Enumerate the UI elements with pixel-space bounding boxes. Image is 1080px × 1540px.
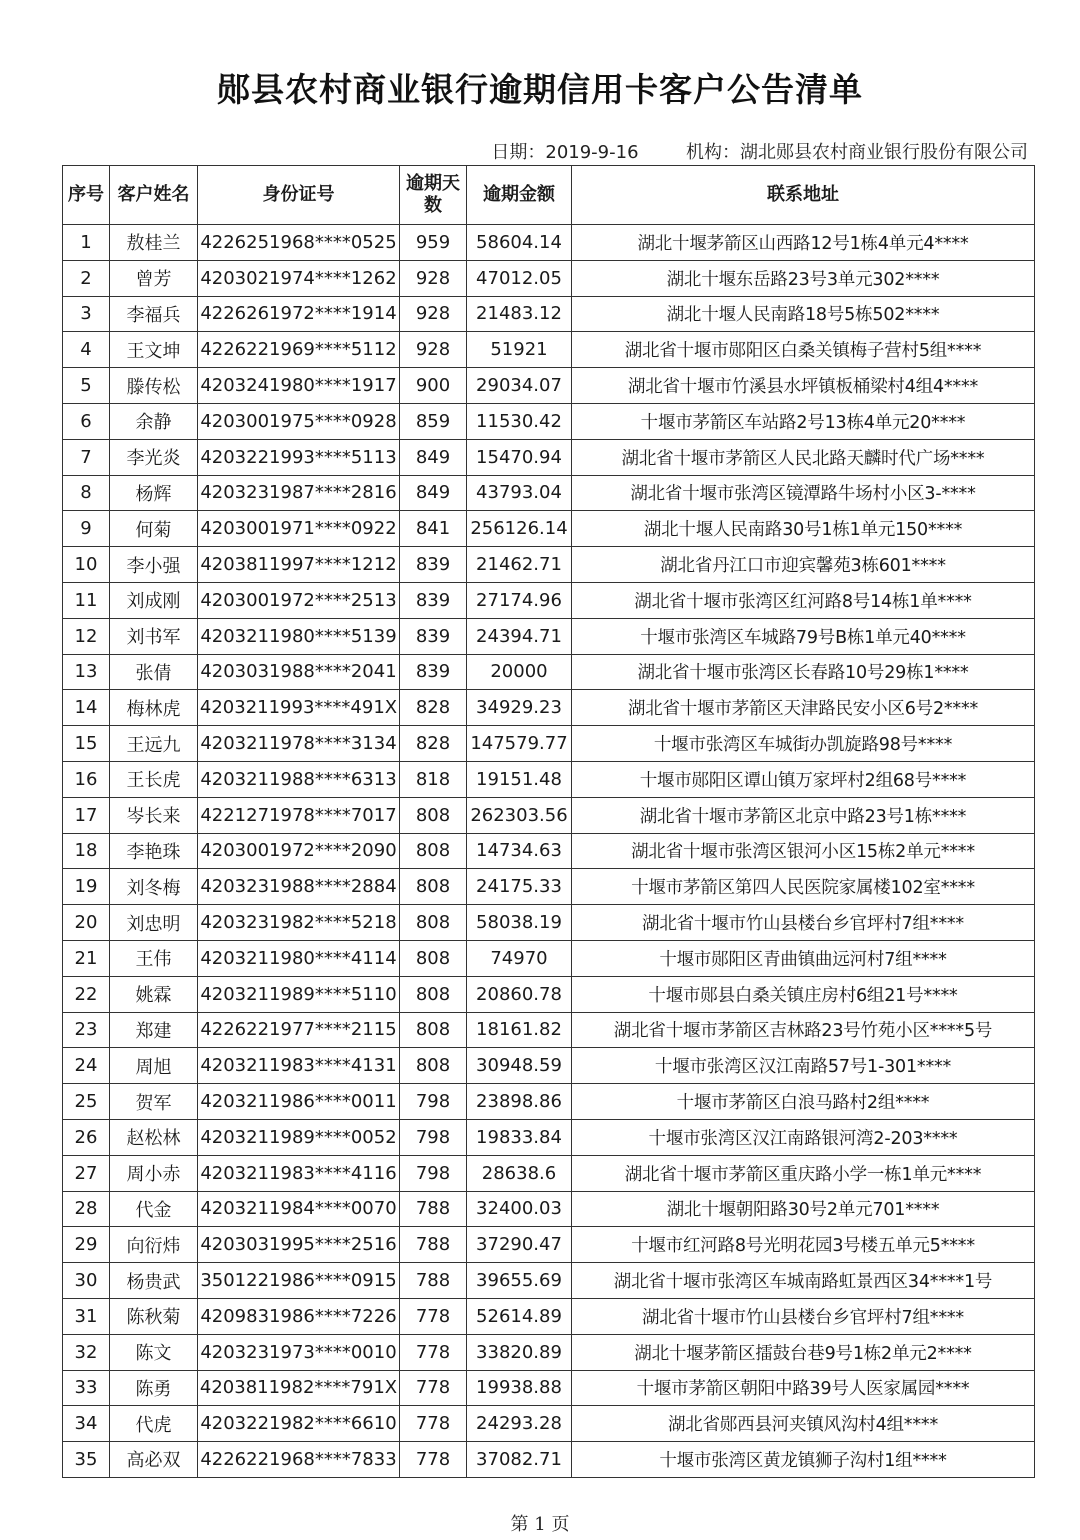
cell-overdue-days: 788 xyxy=(400,1227,467,1263)
cell-address: 湖北省十堰市茅箭区吉林路23号竹苑小区****5号 xyxy=(572,1012,1035,1048)
cell-overdue-amount: 47012.05 xyxy=(467,260,572,296)
cell-name: 王伟 xyxy=(110,940,198,976)
cell-overdue-days: 828 xyxy=(400,726,467,762)
cell-name: 向衍炜 xyxy=(110,1227,198,1263)
cell-name: 岑长来 xyxy=(110,797,198,833)
date-label: 日期：2019-9-16 xyxy=(491,142,639,163)
cell-overdue-days: 778 xyxy=(400,1334,467,1370)
cell-overdue-amount: 43793.04 xyxy=(467,475,572,511)
cell-id-number: 3501221986****0915 xyxy=(198,1263,400,1299)
cell-id-number: 4203221982****6610 xyxy=(198,1406,400,1442)
page-title: 郧县农村商业银行逾期信用卡客户公告清单 xyxy=(217,70,863,109)
cell-index: 34 xyxy=(63,1406,110,1442)
cell-overdue-amount: 27174.96 xyxy=(467,582,572,618)
cell-id-number: 4203241980****1917 xyxy=(198,368,400,404)
cell-overdue-days: 839 xyxy=(400,618,467,654)
cell-address: 湖北十堰东岳路23号3单元302**** xyxy=(572,260,1035,296)
cell-overdue-days: 849 xyxy=(400,439,467,475)
cell-name: 周旭 xyxy=(110,1048,198,1084)
cell-address: 十堰市张湾区汉江南路57号1-301**** xyxy=(572,1048,1035,1084)
cell-id-number: 4203811997****1212 xyxy=(198,547,400,583)
cell-overdue-days: 839 xyxy=(400,547,467,583)
cell-id-number: 4203211988****6313 xyxy=(198,761,400,797)
cell-index: 10 xyxy=(63,547,110,583)
cell-index: 13 xyxy=(63,654,110,690)
cell-overdue-amount: 19833.84 xyxy=(467,1119,572,1155)
cell-index: 14 xyxy=(63,690,110,726)
cell-name: 张倩 xyxy=(110,654,198,690)
cell-address: 十堰市张湾区车城街办凯旋路98号**** xyxy=(572,726,1035,762)
cell-overdue-amount: 23898.86 xyxy=(467,1084,572,1120)
cell-overdue-days: 928 xyxy=(400,296,467,332)
cell-overdue-amount: 34929.23 xyxy=(467,690,572,726)
col-header-name: 客户姓名 xyxy=(110,166,198,225)
cell-id-number: 4203001972****2513 xyxy=(198,582,400,618)
cell-overdue-days: 798 xyxy=(400,1084,467,1120)
table-row xyxy=(63,905,1035,941)
cell-name: 赵松林 xyxy=(110,1119,198,1155)
cell-address: 十堰市郧县白桑关镇庄房村6组21号**** xyxy=(572,976,1035,1012)
cell-overdue-amount: 262303.56 xyxy=(467,797,572,833)
cell-address: 湖北十堰人民南路18号5栋502**** xyxy=(572,296,1035,332)
cell-overdue-days: 959 xyxy=(400,225,467,261)
cell-overdue-days: 928 xyxy=(400,332,467,368)
cell-index: 26 xyxy=(63,1119,110,1155)
cell-overdue-amount: 39655.69 xyxy=(467,1263,572,1299)
cell-name: 代虎 xyxy=(110,1406,198,1442)
cell-overdue-days: 798 xyxy=(400,1119,467,1155)
col-header-id-number: 身份证号 xyxy=(198,166,400,225)
cell-name: 陈文 xyxy=(110,1334,198,1370)
cell-overdue-amount: 147579.77 xyxy=(467,726,572,762)
cell-address: 十堰市张湾区汉江南路银河湾2-203**** xyxy=(572,1119,1035,1155)
cell-index: 6 xyxy=(63,403,110,439)
cell-overdue-amount: 51921 xyxy=(467,332,572,368)
cell-overdue-days: 841 xyxy=(400,511,467,547)
table-row xyxy=(63,797,1035,833)
cell-address: 湖北十堰茅箭区擂鼓台巷9号1栋2单元2**** xyxy=(572,1334,1035,1370)
cell-index: 33 xyxy=(63,1370,110,1406)
cell-address: 湖北省十堰市张湾区红河路8号14栋1单**** xyxy=(572,582,1035,618)
col-header-overdue-amount: 逾期金额 xyxy=(467,166,572,225)
cell-overdue-amount: 29034.07 xyxy=(467,368,572,404)
cell-overdue-amount: 11530.42 xyxy=(467,403,572,439)
table-row xyxy=(63,1155,1035,1191)
cell-overdue-days: 778 xyxy=(400,1442,467,1478)
table-row xyxy=(63,761,1035,797)
cell-overdue-amount: 30948.59 xyxy=(467,1048,572,1084)
cell-index: 35 xyxy=(63,1442,110,1478)
cell-overdue-amount: 37082.71 xyxy=(467,1442,572,1478)
cell-overdue-days: 788 xyxy=(400,1263,467,1299)
cell-name: 代金 xyxy=(110,1191,198,1227)
table-row xyxy=(63,869,1035,905)
cell-id-number: 4203211980****5139 xyxy=(198,618,400,654)
table-row xyxy=(63,403,1035,439)
table-row xyxy=(63,1227,1035,1263)
cell-index: 25 xyxy=(63,1084,110,1120)
cell-overdue-amount: 18161.82 xyxy=(467,1012,572,1048)
cell-overdue-amount: 24293.28 xyxy=(467,1406,572,1442)
cell-address: 湖北十堰茅箭区山西路12号1栋4单元4**** xyxy=(572,225,1035,261)
cell-address: 湖北省丹江口市迎宾馨苑3栋601**** xyxy=(572,547,1035,583)
cell-overdue-days: 849 xyxy=(400,475,467,511)
cell-index: 24 xyxy=(63,1048,110,1084)
cell-overdue-amount: 20860.78 xyxy=(467,976,572,1012)
cell-index: 5 xyxy=(63,368,110,404)
cell-overdue-days: 778 xyxy=(400,1298,467,1334)
cell-id-number: 4226221969****5112 xyxy=(198,332,400,368)
cell-index: 23 xyxy=(63,1012,110,1048)
table-row xyxy=(63,1012,1035,1048)
cell-overdue-days: 798 xyxy=(400,1155,467,1191)
table-row xyxy=(63,618,1035,654)
cell-name: 杨辉 xyxy=(110,475,198,511)
cell-id-number: 4203211980****4114 xyxy=(198,940,400,976)
cell-id-number: 4209831986****7226 xyxy=(198,1298,400,1334)
cell-name: 敖桂兰 xyxy=(110,225,198,261)
cell-overdue-amount: 58038.19 xyxy=(467,905,572,941)
cell-address: 湖北省十堰市张湾区长春路10号29栋1**** xyxy=(572,654,1035,690)
cell-id-number: 4203221993****5113 xyxy=(198,439,400,475)
cell-id-number: 4203031988****2041 xyxy=(198,654,400,690)
cell-address: 湖北省十堰市竹溪县水坪镇板桶梁村4组4**** xyxy=(572,368,1035,404)
table-row xyxy=(63,1442,1035,1478)
cell-name: 姚霖 xyxy=(110,976,198,1012)
cell-index: 17 xyxy=(63,797,110,833)
table-row xyxy=(63,1263,1035,1299)
cell-id-number: 4203211993****491X xyxy=(198,690,400,726)
cell-id-number: 4221271978****7017 xyxy=(198,797,400,833)
cell-name: 刘书军 xyxy=(110,618,198,654)
cell-index: 2 xyxy=(63,260,110,296)
table-row xyxy=(63,260,1035,296)
table-row xyxy=(63,296,1035,332)
cell-address: 湖北省郧西县河夹镇风沟村4组**** xyxy=(572,1406,1035,1442)
table-row xyxy=(63,1370,1035,1406)
cell-name: 陈秋菊 xyxy=(110,1298,198,1334)
page-number: 第 1 页 xyxy=(510,1514,570,1535)
cell-address: 湖北省十堰市茅箭区重庆路小学一栋1单元**** xyxy=(572,1155,1035,1191)
cell-address: 湖北省十堰市茅箭区北京中路23号1栋**** xyxy=(572,797,1035,833)
table-row xyxy=(63,582,1035,618)
cell-address: 十堰市郧阳区谭山镇万家坪村2组68号**** xyxy=(572,761,1035,797)
table-row xyxy=(63,1084,1035,1120)
cell-index: 32 xyxy=(63,1334,110,1370)
cell-id-number: 4203031995****2516 xyxy=(198,1227,400,1263)
cell-overdue-amount: 21462.71 xyxy=(467,547,572,583)
table-row xyxy=(63,654,1035,690)
cell-id-number: 4203231973****0010 xyxy=(198,1334,400,1370)
table-row xyxy=(63,225,1035,261)
cell-overdue-days: 808 xyxy=(400,905,467,941)
cell-overdue-days: 808 xyxy=(400,869,467,905)
cell-address: 十堰市张湾区车城路79号B栋1单元40**** xyxy=(572,618,1035,654)
cell-overdue-amount: 28638.6 xyxy=(467,1155,572,1191)
cell-name: 李福兵 xyxy=(110,296,198,332)
cell-id-number: 4203211989****5110 xyxy=(198,976,400,1012)
table-row xyxy=(63,547,1035,583)
cell-overdue-amount: 24394.71 xyxy=(467,618,572,654)
cell-index: 12 xyxy=(63,618,110,654)
cell-name: 何菊 xyxy=(110,511,198,547)
cell-overdue-days: 808 xyxy=(400,940,467,976)
cell-overdue-days: 808 xyxy=(400,1048,467,1084)
cell-address: 湖北省十堰市张湾区镜潭路牛场村小区3-**** xyxy=(572,475,1035,511)
cell-index: 11 xyxy=(63,582,110,618)
table-row xyxy=(63,1406,1035,1442)
cell-address: 湖北十堰人民南路30号1栋1单元150**** xyxy=(572,511,1035,547)
cell-index: 8 xyxy=(63,475,110,511)
cell-id-number: 4203211989****0052 xyxy=(198,1119,400,1155)
cell-name: 郑建 xyxy=(110,1012,198,1048)
cell-name: 陈勇 xyxy=(110,1370,198,1406)
cell-name: 余静 xyxy=(110,403,198,439)
cell-id-number: 4226221977****2115 xyxy=(198,1012,400,1048)
cell-index: 29 xyxy=(63,1227,110,1263)
table-row xyxy=(63,439,1035,475)
table-header-row xyxy=(63,166,1035,225)
cell-id-number: 4226251968****0525 xyxy=(198,225,400,261)
cell-id-number: 4203231982****5218 xyxy=(198,905,400,941)
cell-address: 十堰市红河路8号光明花园3号楼五单元5**** xyxy=(572,1227,1035,1263)
cell-overdue-days: 859 xyxy=(400,403,467,439)
cell-index: 7 xyxy=(63,439,110,475)
cell-address: 湖北省十堰市张湾区车城南路虹景西区34****1号 xyxy=(572,1263,1035,1299)
cell-id-number: 4203231988****2884 xyxy=(198,869,400,905)
cell-name: 刘成刚 xyxy=(110,582,198,618)
cell-name: 李小强 xyxy=(110,547,198,583)
cell-overdue-amount: 58604.14 xyxy=(467,225,572,261)
cell-overdue-amount: 52614.89 xyxy=(467,1298,572,1334)
cell-id-number: 4203001975****0928 xyxy=(198,403,400,439)
cell-address: 湖北省十堰市茅箭区天津路民安小区6号2**** xyxy=(572,690,1035,726)
cell-address: 湖北省十堰市张湾区银河小区15栋2单元**** xyxy=(572,833,1035,869)
cell-id-number: 4226261972****1914 xyxy=(198,296,400,332)
cell-index: 28 xyxy=(63,1191,110,1227)
cell-address: 湖北省十堰市竹山县楼台乡官坪村7组**** xyxy=(572,1298,1035,1334)
table-row xyxy=(63,1334,1035,1370)
cell-id-number: 4203211986****0011 xyxy=(198,1084,400,1120)
cell-address: 十堰市郧阳区青曲镇曲远河村7组**** xyxy=(572,940,1035,976)
table-row xyxy=(63,690,1035,726)
cell-overdue-days: 808 xyxy=(400,976,467,1012)
table-row xyxy=(63,475,1035,511)
cell-index: 9 xyxy=(63,511,110,547)
cell-name: 贺军 xyxy=(110,1084,198,1120)
cell-overdue-days: 788 xyxy=(400,1191,467,1227)
cell-id-number: 4203211983****4116 xyxy=(198,1155,400,1191)
cell-index: 20 xyxy=(63,905,110,941)
table-row xyxy=(63,726,1035,762)
cell-overdue-amount: 74970 xyxy=(467,940,572,976)
cell-overdue-amount: 37290.47 xyxy=(467,1227,572,1263)
cell-index: 30 xyxy=(63,1263,110,1299)
cell-index: 27 xyxy=(63,1155,110,1191)
cell-overdue-days: 818 xyxy=(400,761,467,797)
table-row xyxy=(63,1298,1035,1334)
col-header-address: 联系地址 xyxy=(572,166,1035,225)
table-row xyxy=(63,1191,1035,1227)
cell-address: 湖北省十堰市郧阳区白桑关镇梅子营村5组**** xyxy=(572,332,1035,368)
cell-name: 刘忠明 xyxy=(110,905,198,941)
cell-name: 高必双 xyxy=(110,1442,198,1478)
cell-id-number: 4203211983****4131 xyxy=(198,1048,400,1084)
cell-name: 杨贵武 xyxy=(110,1263,198,1299)
cell-address: 十堰市茅箭区车站路2号13栋4单元20**** xyxy=(572,403,1035,439)
cell-name: 王长虎 xyxy=(110,761,198,797)
cell-address: 十堰市张湾区黄龙镇狮子沟村1组**** xyxy=(572,1442,1035,1478)
cell-id-number: 4226221968****7833 xyxy=(198,1442,400,1478)
cell-overdue-amount: 14734.63 xyxy=(467,833,572,869)
cell-address: 十堰市茅箭区白浪马路村2组**** xyxy=(572,1084,1035,1120)
cell-id-number: 4203001971****0922 xyxy=(198,511,400,547)
table-row xyxy=(63,940,1035,976)
cell-overdue-days: 778 xyxy=(400,1370,467,1406)
cell-name: 李光炎 xyxy=(110,439,198,475)
cell-overdue-amount: 32400.03 xyxy=(467,1191,572,1227)
cell-overdue-amount: 24175.33 xyxy=(467,869,572,905)
cell-index: 18 xyxy=(63,833,110,869)
cell-overdue-amount: 21483.12 xyxy=(467,296,572,332)
cell-overdue-amount: 15470.94 xyxy=(467,439,572,475)
cell-overdue-days: 839 xyxy=(400,654,467,690)
cell-id-number: 4203001972****2090 xyxy=(198,833,400,869)
cell-overdue-amount: 19938.88 xyxy=(467,1370,572,1406)
cell-overdue-days: 928 xyxy=(400,260,467,296)
cell-name: 滕传松 xyxy=(110,368,198,404)
cell-name: 李艳珠 xyxy=(110,833,198,869)
cell-address: 十堰市茅箭区第四人民医院家属楼102室**** xyxy=(572,869,1035,905)
cell-overdue-amount: 33820.89 xyxy=(467,1334,572,1370)
cell-index: 4 xyxy=(63,332,110,368)
cell-overdue-days: 900 xyxy=(400,368,467,404)
cell-name: 王文坤 xyxy=(110,332,198,368)
cell-overdue-amount: 19151.48 xyxy=(467,761,572,797)
cell-index: 3 xyxy=(63,296,110,332)
overdue-customer-table xyxy=(62,165,1035,1478)
cell-name: 王远九 xyxy=(110,726,198,762)
cell-address: 湖北十堰朝阳路30号2单元701**** xyxy=(572,1191,1035,1227)
col-header-index: 序号 xyxy=(63,166,110,225)
cell-overdue-days: 808 xyxy=(400,797,467,833)
cell-overdue-amount: 20000 xyxy=(467,654,572,690)
cell-id-number: 4203231987****2816 xyxy=(198,475,400,511)
col-header-overdue-days: 逾期天数 xyxy=(400,166,467,225)
table-row xyxy=(63,976,1035,1012)
table-row xyxy=(63,332,1035,368)
document-meta xyxy=(491,138,1028,164)
cell-id-number: 4203211978****3134 xyxy=(198,726,400,762)
cell-overdue-days: 778 xyxy=(400,1406,467,1442)
cell-address: 十堰市茅箭区朝阳中路39号人医家属园**** xyxy=(572,1370,1035,1406)
cell-address: 湖北省十堰市竹山县楼台乡官坪村7组**** xyxy=(572,905,1035,941)
cell-overdue-days: 808 xyxy=(400,1012,467,1048)
cell-id-number: 4203811982****791X xyxy=(198,1370,400,1406)
cell-index: 19 xyxy=(63,869,110,905)
cell-name: 周小赤 xyxy=(110,1155,198,1191)
cell-index: 16 xyxy=(63,761,110,797)
cell-overdue-days: 808 xyxy=(400,833,467,869)
cell-index: 1 xyxy=(63,225,110,261)
cell-name: 梅林虎 xyxy=(110,690,198,726)
cell-overdue-amount: 256126.14 xyxy=(467,511,572,547)
cell-index: 21 xyxy=(63,940,110,976)
cell-overdue-days: 828 xyxy=(400,690,467,726)
table-row xyxy=(63,511,1035,547)
table-row xyxy=(63,833,1035,869)
cell-index: 22 xyxy=(63,976,110,1012)
cell-index: 15 xyxy=(63,726,110,762)
cell-id-number: 4203211984****0070 xyxy=(198,1191,400,1227)
cell-overdue-days: 839 xyxy=(400,582,467,618)
cell-name: 刘冬梅 xyxy=(110,869,198,905)
table-row xyxy=(63,1048,1035,1084)
cell-index: 31 xyxy=(63,1298,110,1334)
table-row xyxy=(63,368,1035,404)
cell-address: 湖北省十堰市茅箭区人民北路天麟时代广场**** xyxy=(572,439,1035,475)
organization-label: 机构：湖北郧县农村商业银行股份有限公司 xyxy=(686,142,1028,163)
cell-name: 曾芳 xyxy=(110,260,198,296)
table-row xyxy=(63,1119,1035,1155)
cell-id-number: 4203021974****1262 xyxy=(198,260,400,296)
